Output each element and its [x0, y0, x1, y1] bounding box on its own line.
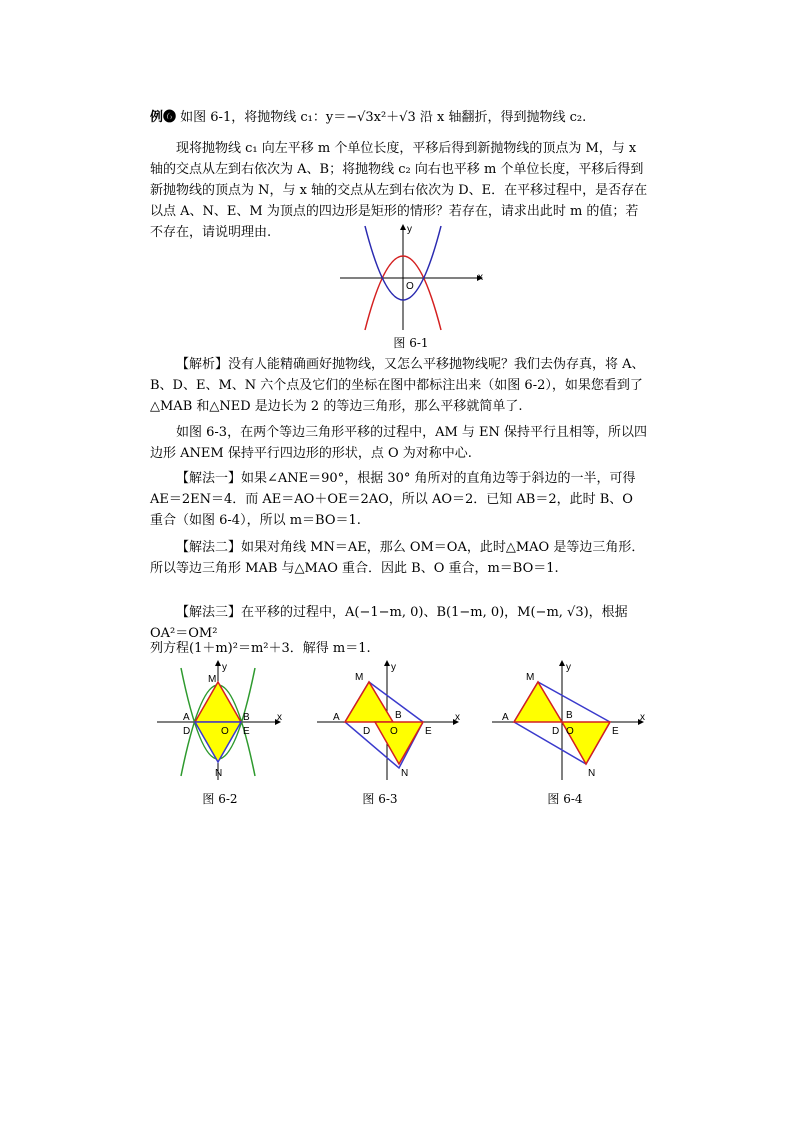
fig3-caption: 图 6-3: [362, 792, 398, 806]
fig2-label-m: M: [208, 674, 217, 685]
para2-text: 如图 6-3，在两个等边三角形平移的过程中，AM 与 EN 保持平行且相等，所以四边形 ANEM 保持平行四边形的形状，点 O 为对称中心.: [150, 425, 648, 461]
fig2-label-y: y: [222, 662, 227, 673]
fig3-label-a: A: [333, 712, 340, 723]
fig3-triangle-mab: [345, 682, 393, 722]
fig2-label-o: O: [221, 726, 229, 737]
fig4-label-o: O: [566, 726, 574, 737]
fig2-label-e: E: [243, 726, 250, 737]
fig1-origin-label: O: [406, 281, 414, 292]
fig2-label-d: D: [183, 726, 191, 737]
fig2-caption: 图 6-2: [202, 792, 238, 806]
fig2-label-x: x: [277, 712, 282, 723]
fig4-label-e: E: [612, 726, 619, 737]
fig3-label-m: M: [355, 672, 364, 683]
method3-text-b: 列方程(1＋m)²＝m²＋3．解得 m＝1.: [150, 641, 371, 656]
fig2-label-b: B: [243, 712, 250, 723]
fig4-label-y: y: [566, 662, 571, 673]
fig1-y-arrow: [400, 224, 406, 230]
fig4-triangle-mab: [514, 682, 562, 722]
fig3-label-n: N: [401, 768, 409, 779]
problem-text: 现将抛物线 c₁ 向左平移 m 个单位长度，平移后得到新抛物线的顶点为 M，与 x 轴的交点从左到右依次为 A、B；将抛物线 c₂ 向右也平移 m 个单位长度，平移后得到新抛物线的顶点为 N，与 x 轴的交点从左到右依次为 D、E．在平移过程中，是否存在以点 A、N、E、M 为顶点的四边形是矩形的情形？若存在，请求出此时 m 的值；若不存在，请说明理由.: [150, 141, 648, 240]
fig3-label-d: D: [363, 726, 371, 737]
fig4-label-m: M: [526, 672, 535, 683]
fig3-label-e: E: [425, 726, 432, 737]
fig4-label-n: N: [588, 768, 596, 779]
method1-text: 【解法一】如果∠ANE＝90°，根据 30° 角所对的直角边等于斜边的一半，可得 AE＝2EN＝4．而 AE＝AO＋OE＝2AO，所以 AO＝2．已知 AB＝2，此时 B、O 重合（如图 6-4），所以 m＝BO＝1.: [150, 471, 636, 528]
example-intro-text: 如图 6-1，将抛物线 c₁：y＝−√3x²＋√3 沿 x 轴翻折，得到抛物线 c₂.: [180, 110, 587, 125]
figure-6-3: [315, 660, 465, 782]
fig3-label-b: B: [395, 710, 402, 721]
example-intro: [150, 107, 650, 128]
analysis-text: 【解析】没有人能精确画好抛物线，又怎么平移抛物线呢？我们去伪存真，将 A、B、D、E、M、N 六个点及它们的坐标在图中都标注出来（如图 6-2），如果您看到了△MAB 和△NED 是边长为 2 的等边三角形，那么平移就简单了.: [150, 357, 645, 414]
fig4-label-x: x: [640, 712, 645, 723]
fig4-label-a: A: [502, 712, 509, 723]
fig2-label-a: A: [183, 712, 190, 723]
figure-6-2: [155, 660, 285, 782]
method3-text-a: 【解法三】在平移的过程中，A(−1−m, 0)、B(1−m, 0)，M(−m, √3)，根据 OA²＝OM²: [150, 605, 628, 641]
fig4-caption: 图 6-4: [547, 792, 583, 806]
fig4-label-b: B: [566, 710, 573, 721]
fig3-label-o: O: [390, 726, 398, 737]
fig3-triangle-ned: [375, 722, 423, 764]
fig1-caption: 图 6-1: [393, 336, 429, 350]
fig3-label-x: x: [455, 712, 460, 723]
figure-6-4: [490, 660, 650, 782]
fig1-y-label: y: [407, 224, 412, 235]
fig1-x-label: x: [478, 272, 483, 283]
method2-text: 【解法二】如果对角线 MN＝AE，那么 OM＝OA，此时△MAO 是等边三角形．所以等边三角形 MAB 与△MAO 重合．因此 B、O 重合，m＝BO＝1.: [150, 540, 645, 576]
fig4-label-d: D: [552, 726, 560, 737]
example-label: 例❻: [150, 110, 177, 125]
fig3-label-y: y: [391, 662, 396, 673]
fig2-label-n: N: [215, 768, 223, 779]
figure-6-1: [335, 222, 485, 332]
